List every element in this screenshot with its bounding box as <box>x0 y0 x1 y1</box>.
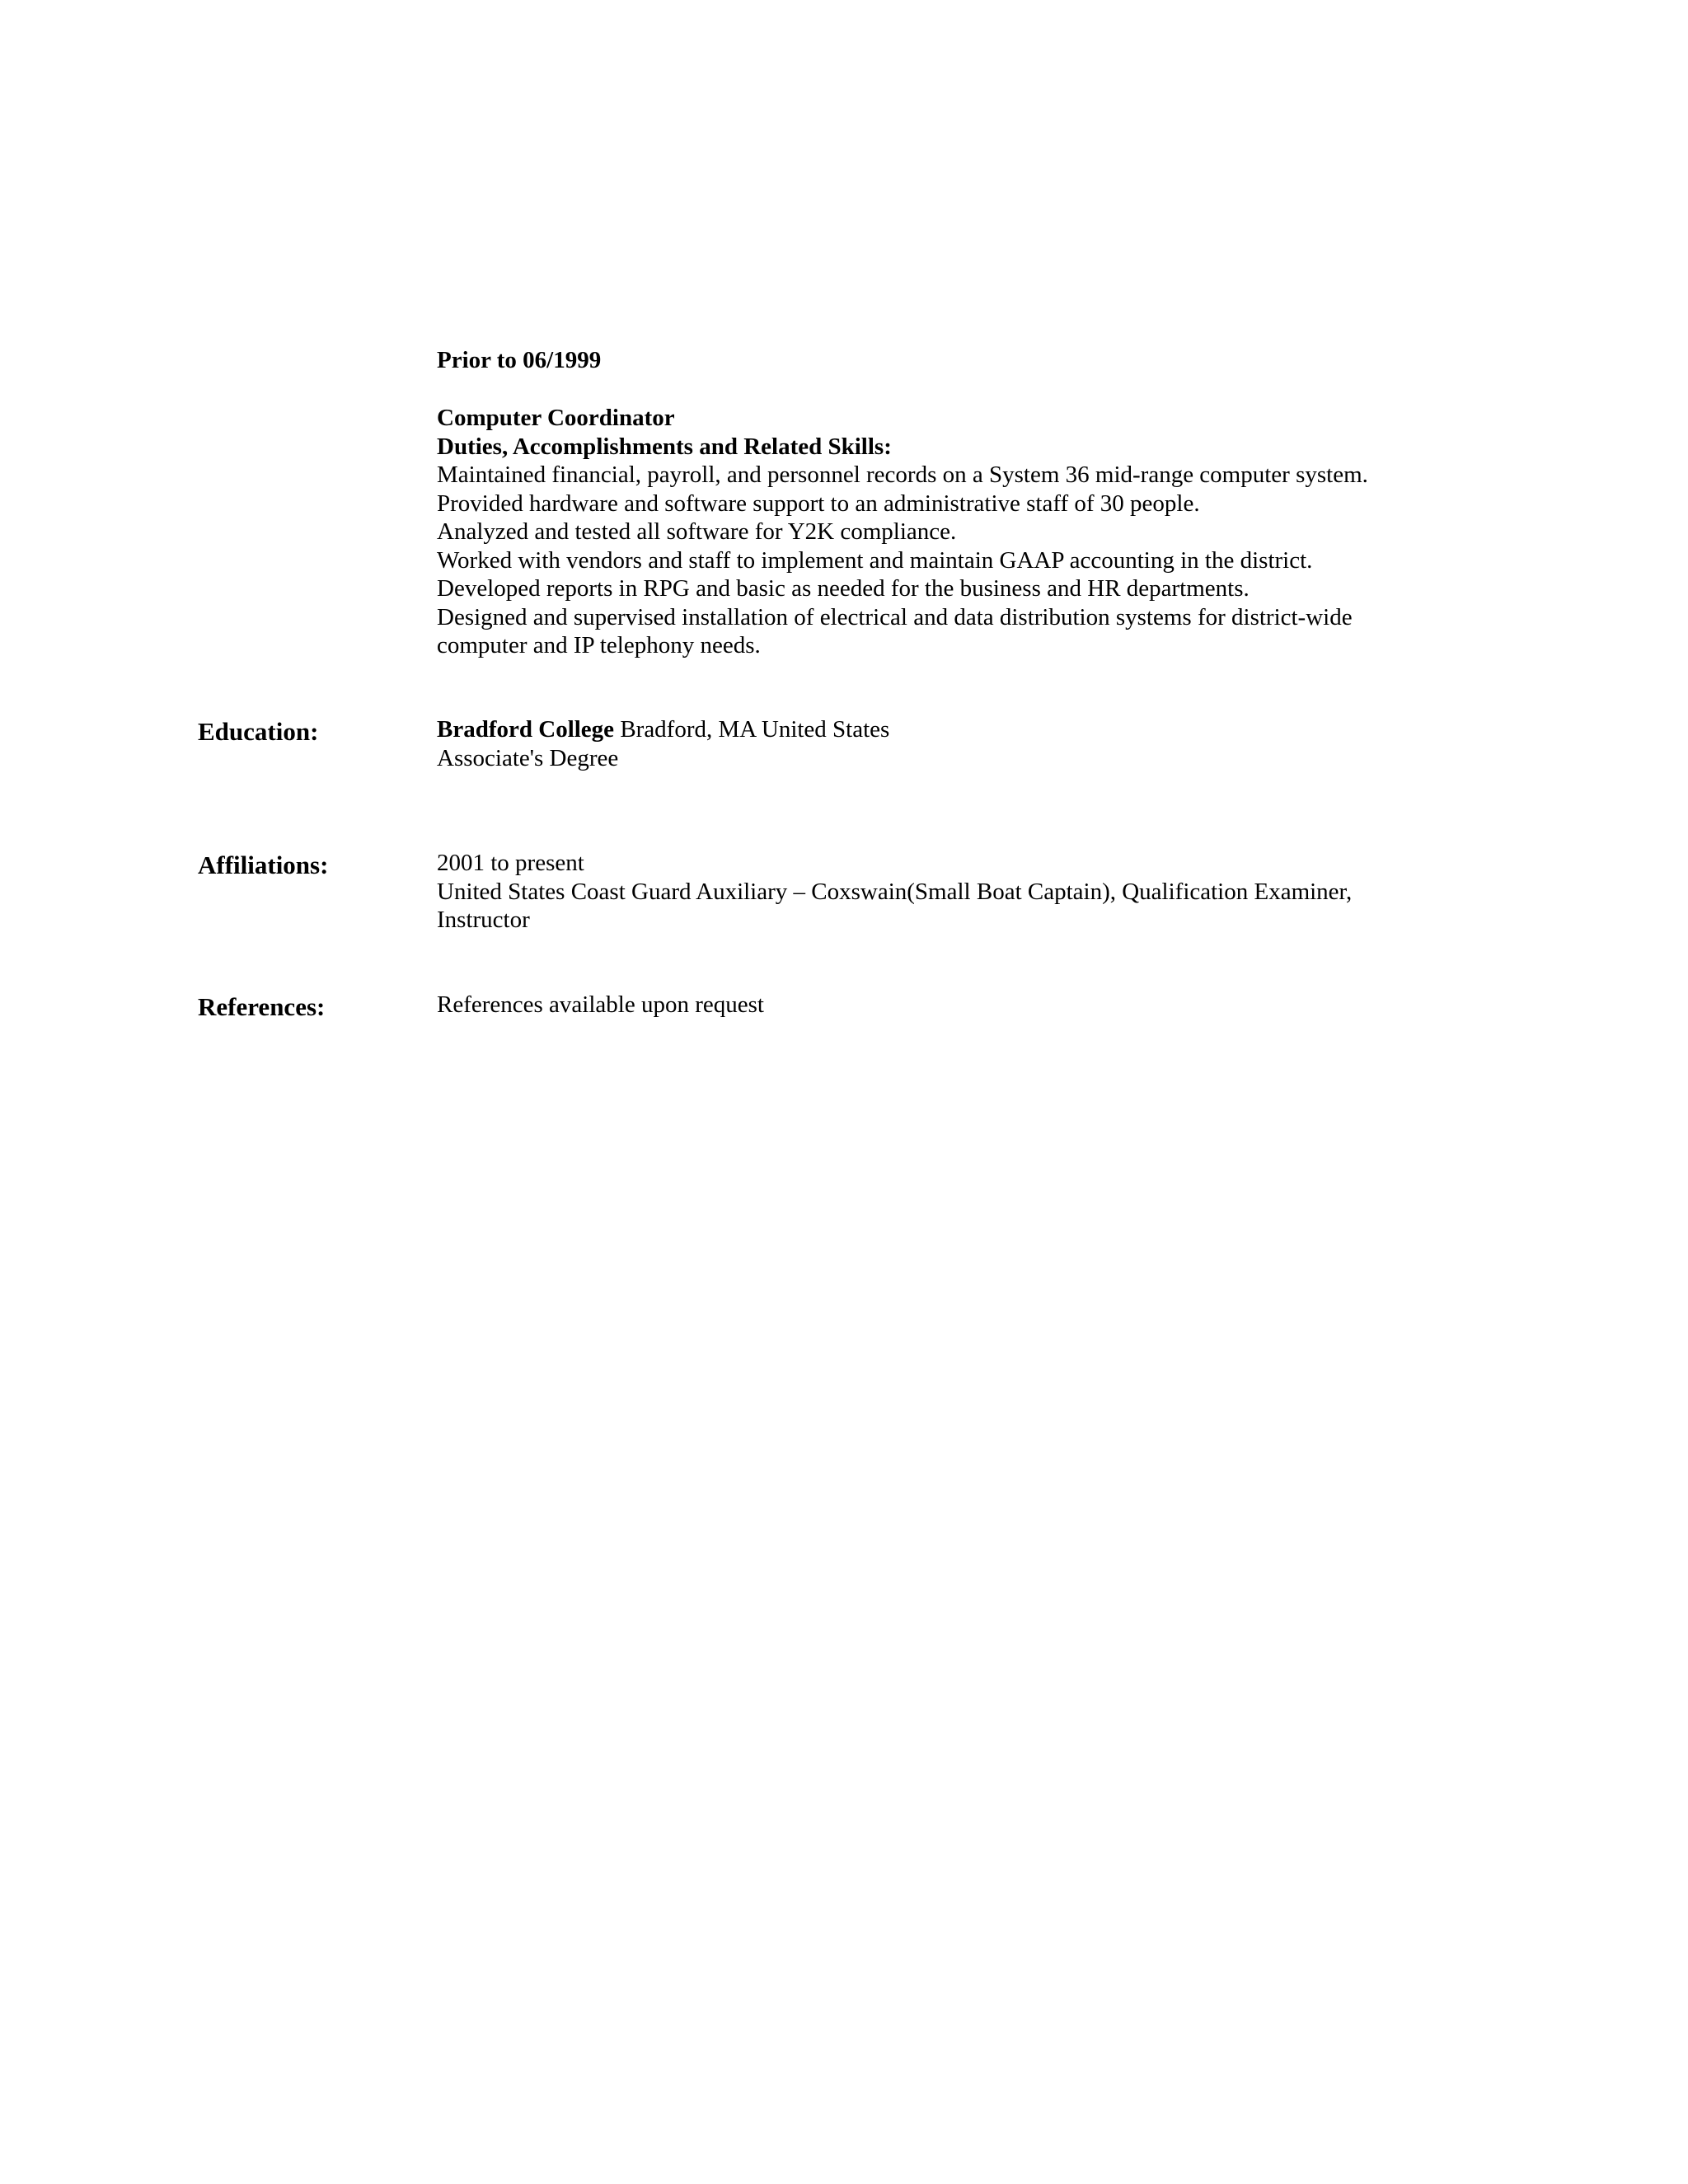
duty-line: Developed reports in RPG and basic as needed for the business and HR departments. <box>437 575 1250 602</box>
affiliation-period: 2001 to present <box>437 850 584 876</box>
degree: Associate's Degree <box>437 744 619 771</box>
references-text: References available upon request <box>437 991 764 1018</box>
education-entry <box>437 715 889 772</box>
affiliations-entry <box>437 849 1352 935</box>
duty-line: computer and IP telephony needs. <box>437 632 761 658</box>
duties-heading: Duties, Accomplishments and Related Skills: <box>437 433 892 460</box>
job-title: Computer Coordinator <box>437 405 675 431</box>
duty-line: Maintained financial, payroll, and personnel records on a System 36 mid-range computer system. <box>437 462 1368 488</box>
references-label: References: <box>198 992 326 1021</box>
references-entry <box>437 991 764 1019</box>
school-name: Bradford College <box>437 716 615 743</box>
affiliation-line: United States Coast Guard Auxiliary – Coxswain(Small Boat Captain), Qualification Examiner, <box>437 878 1353 905</box>
education-label: Education: <box>198 717 319 746</box>
duty-line: Provided hardware and software support to an administrative staff of 30 people. <box>437 490 1200 517</box>
duty-line: Worked with vendors and staff to implement and maintain GAAP accounting in the district. <box>437 546 1313 574</box>
school-location: Bradford, MA United States <box>614 716 890 743</box>
duty-line: Analyzed and tested all software for Y2K compliance. <box>437 518 957 545</box>
affiliation-line: Instructor <box>437 907 530 933</box>
affiliations-label: Affiliations: <box>198 851 329 879</box>
experience-entry <box>437 404 1368 660</box>
experience-date: Prior to 06/1999 <box>437 347 602 373</box>
duty-line: Designed and supervised installation of electrical and data distribution systems for district-wide <box>437 603 1353 630</box>
